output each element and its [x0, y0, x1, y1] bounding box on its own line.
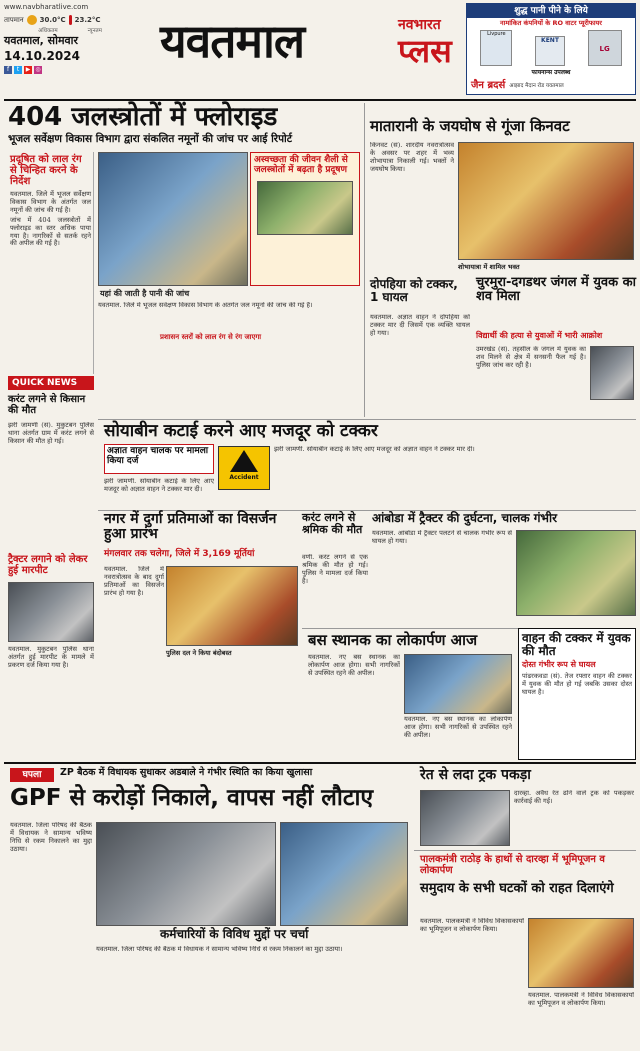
main-body-2: जांच में 404 जलस्त्रोतों में फ्लोराइड का स्तर अधिक पाया गया है। नागरिकों से सतर्क रहने की अपील की गई है। [10, 215, 91, 248]
bus-body: यवतमाल. नए बस स्थानक का लोकार्पण आज होगा। सभी नागरिकों से उपस्थित रहने की अपील। [308, 654, 400, 677]
quick-news-2-photo [8, 582, 94, 642]
gpf-body-1: यवतमाल. जिला परिषद की बैठक में विधायक ने सामान्य भविष्य निधि से रकम निकालने का मुद्दा उठाया। [10, 822, 92, 853]
main-subhead: भूजल सर्वेक्षण विकास विभाग द्वारा संकलित नमूनों की जांच पर आई रिपोर्ट [8, 133, 293, 145]
weather-widget [4, 14, 160, 26]
website-url[interactable]: www.navbharatlive.com [4, 3, 89, 11]
vahan-body: पांढरकवडा (सं). तेज रफ्तार वाहन की टक्कर में युवक की मौत हो गई जबकि उसका दोस्त घायल है। [522, 672, 632, 696]
masthead-brand-bottom: प्लस [398, 32, 452, 70]
karant-body: वणी. करंट लगने से एक श्रमिक की मौत हो गई। पुलिस ने मामला दर्ज किया है। [302, 554, 368, 585]
soybean-body-2: झरी जामणी. सोयाबीन कटाई के लिए आए मजदूर को अज्ञात वाहन ने टक्कर मार दी। [274, 446, 475, 453]
main-body-1: यवतमाल. जिले में भूजल सर्वेक्षण विकास विभाग के अंतर्गत जल नमूनों की जांच की गई है। [10, 190, 91, 214]
matarani-headline: मातारानी के जयघोष से गूंजा किनवट [370, 117, 570, 135]
sun-icon [27, 15, 37, 25]
twitter-icon[interactable]: t [14, 66, 22, 74]
soybean-body-1: झरी जामणी. सोयाबीन कटाई के लिए आए मजदूर को अज्ञात वाहन ने टक्कर मार दी। [104, 478, 214, 493]
warning-triangle-icon [230, 450, 258, 472]
quick-news-2-title: ट्रैक्टर लगाने को लेकर हुई मारपीट [8, 554, 88, 576]
ad-headline: शुद्ध पानी पीने के लिये [467, 4, 635, 18]
palakmantri-subhead: समुदाय के सभी घटकों को राहत दिलाएंगे [420, 881, 614, 896]
youtube-icon[interactable]: ▶ [25, 66, 31, 73]
temp-min: 23.2°C [74, 16, 101, 24]
water-testing-photo [98, 152, 248, 286]
bus-headline: बस स्थानक का लोकार्पण आज [308, 631, 478, 649]
edition-date: 14.10.2024 [4, 49, 80, 63]
durga-body: यवतमाल. जिले में नवरात्रोत्सव के बाद दुर्गा प्रतिमाओं का विसर्जन प्रारंभ हो गया है। [104, 566, 164, 597]
karant-headline: करंट लगने से श्रमिक की मौत [302, 511, 363, 537]
palakmantri-headline: पालकमंत्री राठोड़ के हाथों से दारव्हा में भूमिपूजन व लोकार्पण [420, 854, 605, 876]
bus-station-photo [404, 654, 512, 714]
accident-sign-graphic [218, 446, 270, 490]
truck-body: दारव्हा. अवैध रेत ढोने वाले ट्रक को पकड़कर कार्रवाई की गई। [514, 790, 634, 805]
vahan-subhead: दोस्त गंभीर रूप से घायल [522, 660, 596, 670]
quick-news-1-body: झरी जामणी (सं). मुकुटबन पुलिस थाना अंतर्गत ग्राम में करंट लगने से किसान की मौत हो गई। [8, 422, 94, 445]
quick-news-label: QUICK NEWS [8, 376, 94, 390]
churmura-headline: चुरमुरा-दगडथर जंगल में युवक का शव मिला [476, 275, 636, 305]
thermometer-icon [69, 15, 72, 25]
ad-brand-3: LG [588, 30, 622, 66]
inauguration-photo [528, 918, 634, 988]
dupahiya-headline: दोपहिया को टक्कर, 1 घायल [370, 277, 458, 305]
main-headline: 404 जलस्त्रोतों में फ्लोराइड [8, 102, 278, 132]
truck-headline: रेत से लदा ट्रक पकड़ा [420, 767, 531, 783]
temp-max-label: अधिकतम [38, 28, 58, 34]
dupahiya-body: यवतमाल. अज्ञात वाहन ने दोपहिया को टक्कर मार दी जिसमें एक व्यक्ति घायल हो गया। [370, 314, 470, 337]
bus-body-2: यवतमाल. नए बस स्थानक का लोकार्पण आज होगा। सभी नागरिकों से उपस्थित रहने की अपील। [404, 716, 512, 739]
temp-max: 30.0°C [39, 16, 66, 24]
masthead-divider [4, 99, 636, 101]
temp-sublabels [38, 26, 158, 34]
palakmantri-body-2: यवतमाल. पालकमंत्री ने विविध विकासकार्यों का भूमिपूजन व लोकार्पण किया। [528, 992, 634, 1007]
gpf-topline: ZP बैठक में विधायक सुधाकर अडबाले ने गंभीर स्थिति का किया खुलासा [60, 767, 313, 778]
vahan-box [518, 628, 636, 760]
durga-immersion-photo [166, 566, 298, 646]
tractor-accident-photo [516, 530, 636, 616]
accident-sign-label: Accident [229, 474, 259, 481]
zp-meeting-photo [96, 822, 276, 926]
aambodha-body: यवतमाल. आंबोडा में ट्रैक्टर पलटने से चालक गंभीर रूप से घायल हो गया। [372, 530, 512, 545]
soybean-box [104, 444, 214, 474]
masthead-title: यवतमाल [160, 14, 305, 68]
main-sidebar [8, 152, 94, 374]
quick-news-2-body: यवतमाल. मुकुटबन पुलिस थाना अंतर्गत हुई मारपीट के मामले में प्रकरण दर्ज किया गया है। [8, 646, 94, 669]
quick-news-1-title: करंट लगने से किसान की मौत [8, 394, 86, 416]
ad-brand-2: KENT [535, 36, 565, 66]
gpf-headline: GPF से करोड़ों निकाले, वापस नहीं लौटाए [10, 785, 374, 811]
soybean-headline: सोयाबीन कटाई करने आए मजदूर को टक्कर [104, 421, 378, 441]
pollution-photo [257, 181, 353, 235]
column-divider [364, 103, 365, 417]
gpf-tag: घपला [10, 768, 54, 782]
sand-truck-photo [420, 790, 510, 846]
edition-city-day: यवतमाल, सोमवार [4, 34, 78, 47]
temp-min-label: न्यूनतम [87, 28, 102, 34]
durga-caption: पुलिस दल ने किया बंदोबस्त [166, 649, 232, 657]
section-divider-4 [4, 762, 636, 764]
ad-subline: नामांकित कंपनियों के RO वाटर प्यूरीफायर [500, 19, 602, 27]
masthead-brand-top: नवभारत [398, 17, 441, 33]
palakmantri-body: यवतमाल. पालकमंत्री ने विविध विकासकार्यों का भूमिपूजन व लोकार्पण किया। [420, 918, 524, 933]
main-sidebar-title: प्रदूषित को लाल रंग से चिन्हित करने के निर्देश [10, 154, 82, 187]
main-body-1-repeat: यवतमाल. जिले में भूजल सर्वेक्षण विकास विभाग के अंतर्गत जल नमूनों की जांच की गई है। [98, 302, 313, 309]
vahan-headline: वाहन की टक्कर में युवक की मौत [522, 631, 631, 659]
soybean-box-text: अज्ञात वाहन चालक पर मामला किया दर्ज [107, 446, 209, 466]
churmura-body: उमरखेड (सं). तहसील के जंगल में युवक का शव मिलने से क्षेत्र में सनसनी फैल गई है। पुलिस जांच कर रही है। [476, 346, 586, 369]
ad-shop-address: आझाद मैदान रोड यवतमाल [509, 83, 564, 89]
gpf-inset: कर्मचारियों के विविध मुद्दों पर चर्चा [160, 927, 309, 941]
matarani-procession-photo [458, 142, 634, 260]
facebook-icon[interactable]: f [4, 66, 12, 74]
temp-label: तापमान [4, 15, 24, 24]
section-divider-1 [98, 419, 636, 420]
ad-products [467, 28, 635, 68]
social-icons [4, 66, 74, 76]
churmura-subhead: विद्यार्थी की हत्या से युवाओं में भारी आक्रोश [476, 331, 603, 340]
ad-shop-name: जैन ब्रदर्स [471, 79, 506, 91]
matarani-body: किनवट (सं). शारदीय नवरात्रोत्सव के अवसर पर शहर में भव्य शोभायात्रा निकाली गई। भक्तों ने जयघोष किया। [370, 142, 454, 173]
instagram-icon[interactable]: ◎ [35, 66, 41, 73]
matarani-caption: शोभायात्रा में शामिल भक्त [458, 263, 520, 271]
durga-headline: नगर में दुर्गा प्रतिमाओं का विसर्जन हुआ प्रारंभ [104, 511, 277, 543]
aambodha-headline: आंबोडा में ट्रैक्टर की दुर्घटना, चालक गंभीर [372, 511, 557, 525]
durga-subhead: मंगलवार तक चलेगा, जिले में 3,169 मूर्तियां [104, 549, 255, 559]
pollution-inset [250, 152, 360, 286]
section-divider-5 [414, 850, 636, 851]
zp-meeting-photo-2 [280, 822, 408, 926]
water-photo-caption: यहां की जाती है पानी की जांच [100, 289, 190, 298]
ro-purifier-ad[interactable] [466, 3, 636, 95]
main-sidebar-body [8, 189, 93, 349]
ad-brand-1: Livpure [480, 30, 512, 66]
main-box-title: प्रशासन स्तरों को लाल रंग से रंग जाएगा [160, 333, 262, 341]
main-body-column [98, 302, 360, 332]
ad-caption: फायनान्स उपलब्ध [531, 69, 571, 76]
gpf-body-2: यवतमाल. जिला परिषद की बैठक में विधायक ने सामान्य भविष्य निधि से रकम निकालने का मुद्दा उठाया। [96, 946, 343, 953]
victim-portrait-photo [590, 346, 634, 400]
pollution-inset-title: अस्वच्छता की जीवन शैली से जलस्त्रोतों में बढ़ता है प्रदूषण [254, 155, 348, 175]
